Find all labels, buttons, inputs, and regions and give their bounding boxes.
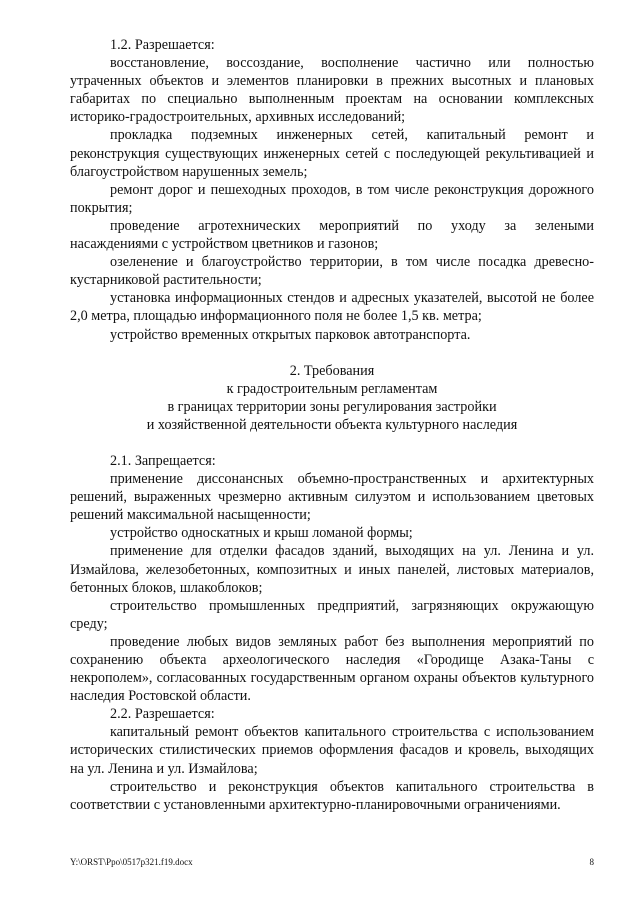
section-1-2-heading: 1.2. Разрешается: <box>110 37 215 53</box>
section-2-1-item: устройство односкатных и крыш ломаной формы; <box>110 525 413 542</box>
file-path: Y:\ORST\Ppo\0517p321.f19.docx <box>70 857 193 867</box>
section-2-title-line: и хозяйственной деятельности объекта культурного наследия <box>146 416 518 433</box>
section-2-1-heading: 2.1. Запрещается: <box>110 452 216 469</box>
section-2-title-line: к градостроительным регламентам <box>226 380 438 397</box>
section-2-1-item: строительство промышленных предприятий, загрязняющих окружающую среду; <box>70 597 594 632</box>
section-1-2-item: озеленение и благоустройство территории, в том числе посадка древесно-кустарниковой растительности; <box>70 254 594 289</box>
section-1-2-item: ремонт дорог и пешеходных проходов, в том числе реконструкция дорожного покрытия; <box>70 181 594 216</box>
section-1-2-item: проведение агротехнических мероприятий по уходу за зелеными насаждениями с устройством цветников и газонов; <box>70 217 594 253</box>
section-2-1-item: применение диссонансных объемно-пространственных и архитектурных решений, выраженных чрезмерно активным силуэтом и использованием цветовых решений максимальной насыщенности; <box>70 471 594 524</box>
section-1-2-item: восстановление, воссоздание, восполнение частично или полностью утраченных объектов и элементов планировки в прежних высотных и плановых габаритах по специально выполненным проектам на основании комплексных историко-градостроительных, архивных исследований; <box>70 55 594 126</box>
section-2-1-item: проведение любых видов земляных работ без выполнения мероприятий по сохранению объекта археологического наследия «Городище Азака-Таны с некрополем», согласованных государственным органом охраны объектов культурного наследия Ростовской области. <box>70 633 594 705</box>
section-2-2-heading: 2.2. Разрешается: <box>110 706 215 723</box>
section-2-title-line: 2. Требования <box>289 362 375 379</box>
section-1-2-item: прокладка подземных инженерных сетей, капитальный ремонт и реконструкция существующих инженерных сетей с последующей рекультивацией и благоустройством нарушенных земель; <box>70 127 594 180</box>
section-1-2-item: установка информационных стендов и адресных указателей, высотой не более 2,0 метра, площадью информационного поля не более 1,5 кв. метра; <box>70 290 594 325</box>
section-2-title <box>70 362 594 434</box>
section-2-title-line: в границах территории зоны регулирования застройки <box>167 398 497 415</box>
section-1-2-item: устройство временных открытых парковок автотранспорта. <box>110 326 471 343</box>
section-2-2-item: строительство и реконструкция объектов капитального строительства в соответствии с установленными архитектурно-планировочными ограничениями. <box>70 778 594 813</box>
document-body <box>70 36 594 814</box>
section-2-2-item: капитальный ремонт объектов капитального строительства с использованием исторических стилистических приемов оформления фасадов и кровель, выходящих на ул. Ленина и ул. Измайлова; <box>70 724 594 777</box>
section-2-1-item: применение для отделки фасадов зданий, выходящих на ул. Ленина и ул. Измайлова, железобетонных, композитных и иных панелей, листовых материалов, бетонных блоков, шлакоблоков; <box>70 543 594 596</box>
page-number: 8 <box>589 857 594 867</box>
